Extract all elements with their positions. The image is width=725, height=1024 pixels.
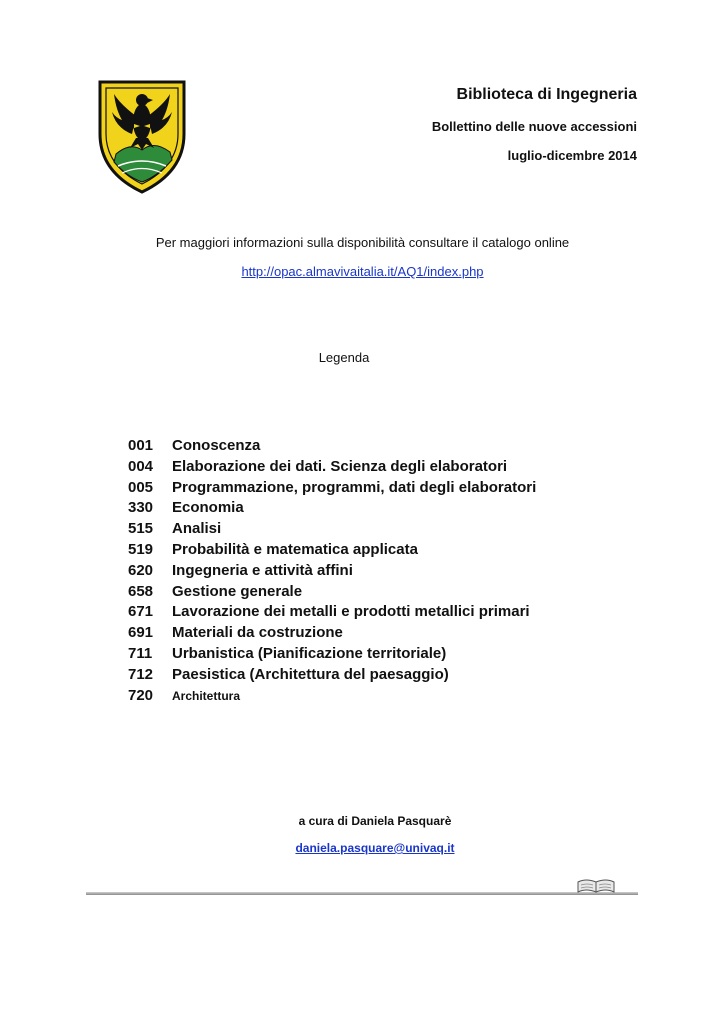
- legend-label: Urbanistica (Pianificazione territoriale): [172, 644, 447, 662]
- legend-code: 712: [128, 665, 154, 683]
- legend-code: 004: [128, 457, 154, 475]
- legend-item: [128, 457, 536, 478]
- editor-email-link[interactable]: daniela.pasquare@univaq.it: [295, 841, 455, 855]
- legend-label: Lavorazione dei metalli e prodotti metallici primari: [172, 603, 530, 621]
- legend-label: Gestione generale: [172, 582, 303, 600]
- legend-item: [128, 582, 536, 603]
- legend-label: Programmazione, programmi, dati degli elaboratori: [172, 478, 537, 496]
- catalog-link[interactable]: http://opac.almavivaitalia.it/AQ1/index.php: [241, 264, 484, 279]
- legend-item: [128, 665, 536, 686]
- legend-item: [128, 540, 536, 561]
- legend-item: [128, 686, 536, 707]
- legend-item: [128, 478, 536, 499]
- legend-label: Ingegneria e attività affini: [172, 561, 353, 579]
- legend-code: 691: [128, 624, 154, 642]
- library-title: Biblioteca di Ingegneria: [456, 86, 637, 103]
- legend-code: 620: [128, 561, 154, 579]
- legend-label: Elaborazione dei dati. Scienza degli elaboratori: [172, 457, 508, 475]
- legend-item: [128, 644, 536, 665]
- legend-item: [128, 498, 536, 519]
- footer-divider: [86, 892, 638, 895]
- legend-code: 005: [128, 478, 154, 496]
- legend-code: 720: [128, 686, 154, 704]
- legend-label: Materiali da costruzione: [172, 624, 343, 642]
- legend-list: [128, 436, 536, 706]
- bulletin-period: luglio-dicembre 2014: [507, 148, 637, 163]
- legend-item: [128, 436, 536, 457]
- legend-label: Paesistica (Architettura del paesaggio): [172, 665, 449, 683]
- legend-label: Probabilità e matematica applicata: [172, 540, 418, 558]
- legend-title: Legenda: [318, 350, 370, 365]
- legend-label: Analisi: [172, 520, 222, 538]
- legend-code: 519: [128, 540, 154, 558]
- legend-item: [128, 623, 536, 644]
- legend-label: Conoscenza: [172, 437, 261, 454]
- open-book-icon: [576, 876, 616, 894]
- legend-label: Economia: [172, 499, 244, 517]
- legend-label: Architettura: [172, 688, 241, 703]
- legend-code: 515: [128, 520, 154, 538]
- bulletin-subtitle: Bollettino delle nuove accessioni: [431, 119, 637, 134]
- legend-code: 330: [128, 499, 154, 517]
- legend-item: [128, 602, 536, 623]
- legend-item: [128, 561, 536, 582]
- editor-credit: a cura di Daniela Pasquarè: [298, 814, 452, 828]
- legend-code: 711: [128, 644, 153, 662]
- legend-code: 671: [128, 603, 154, 621]
- legend-code: 658: [128, 582, 154, 600]
- university-crest-eagle-icon: [96, 76, 188, 196]
- legend-item: [128, 519, 536, 540]
- legend-code: 001: [128, 437, 154, 454]
- catalog-info-text: Per maggiori informazioni sulla disponibilità consultare il catalogo online: [155, 235, 570, 250]
